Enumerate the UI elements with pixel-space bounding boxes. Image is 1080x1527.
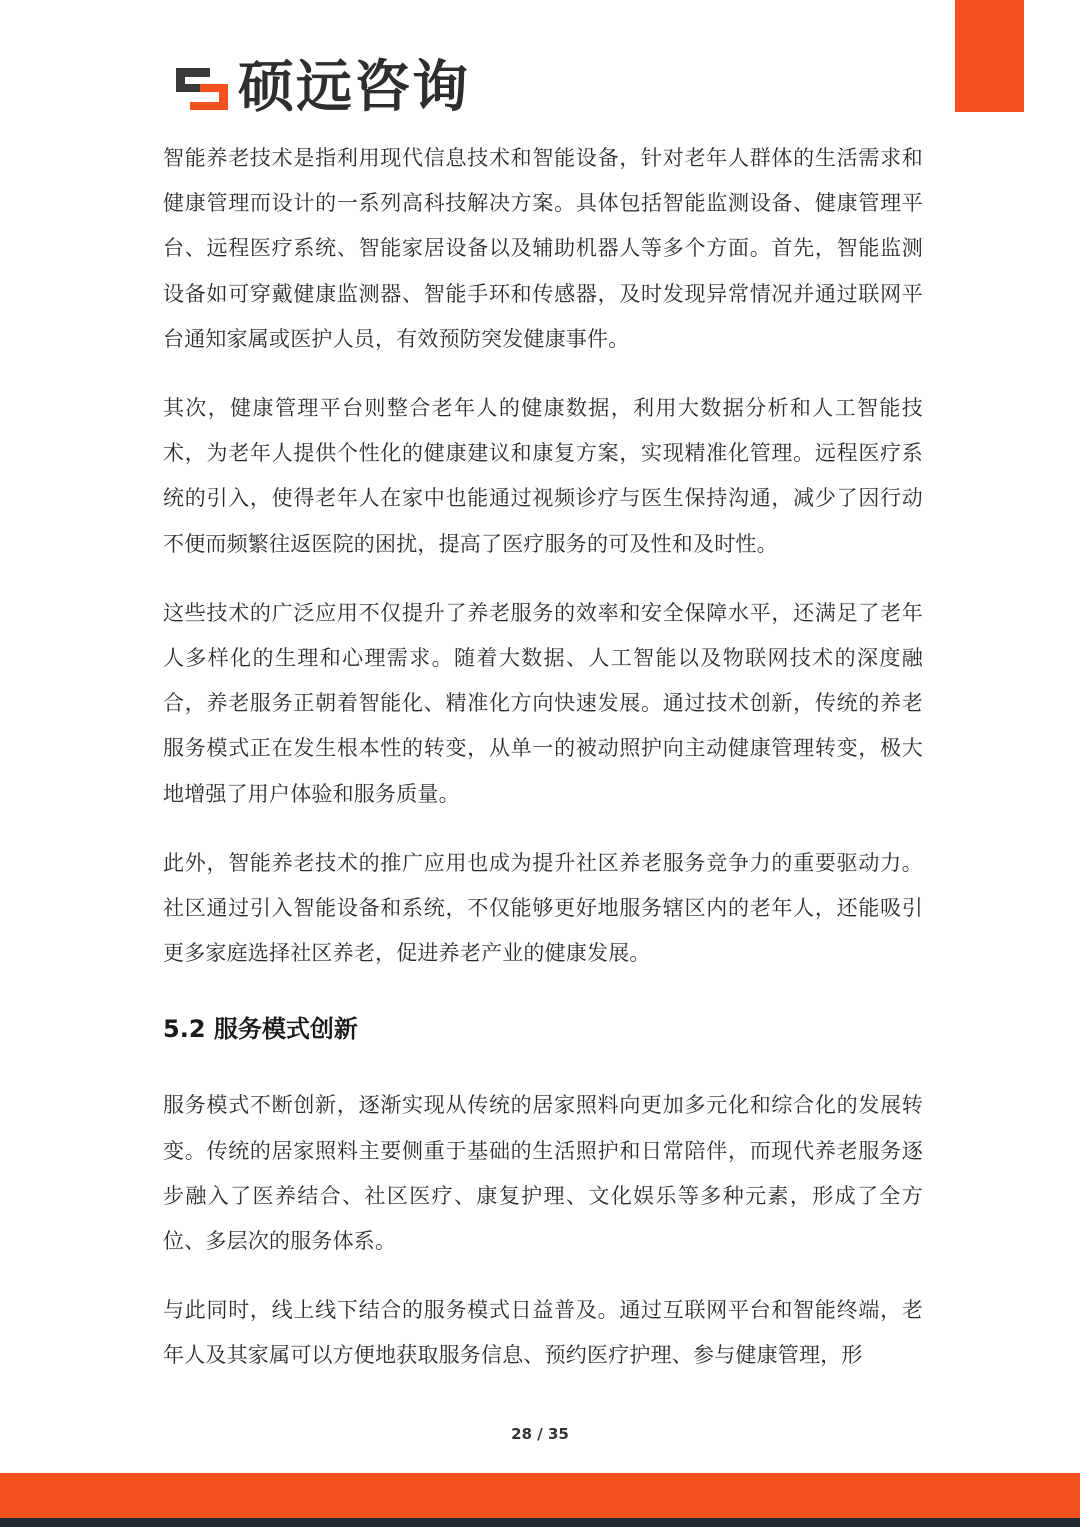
paragraph: 其次，健康管理平台则整合老年人的健康数据，利用大数据分析和人工智能技术，为老年人提供个性化的健康建议和康复方案，实现精准化管理。远程医疗系统的引入，使得老年人在家中也能通过视频诊疗与医生保持沟通，减少了因行动不便而频繁往返医院的困扰，提高了医疗服务的可及性和及时性。	[163, 396, 923, 556]
paragraph: 服务模式不断创新，逐渐实现从传统的居家照料向更加多元化和综合化的发展转变。传统的居家照料主要侧重于基础的生活照护和日常陪伴，而现代养老服务逐步融入了医养结合、社区医疗、康复护理、文化娱乐等多种元素，形成了全方位、多层次的服务体系。	[163, 1093, 923, 1254]
footer-dark-strip	[0, 1518, 1080, 1527]
paragraph: 与此同时，线上线下结合的服务模式日益普及。通过互联网平台和智能终端，老年人及其家属可以方便地获取服务信息、预约医疗护理、参与健康管理，形	[163, 1298, 923, 1368]
brand-mark-icon	[176, 62, 228, 114]
footer-accent-bar	[0, 1473, 1080, 1518]
paragraph: 这些技术的广泛应用不仅提升了养老服务的效率和安全保障水平，还满足了老年人多样化的生理和心理需求。随着大数据、人工智能以及物联网技术的深度融合，养老服务正朝着智能化、精准化方向快速发展。通过技术创新，传统的养老服务模式正在发生根本性的转变，从单一的被动照护向主动健康管理转变，极大地增强了用户体验和服务质量。	[163, 600, 923, 806]
section-heading: 5.2 服务模式创新	[163, 1015, 358, 1044]
paragraph: 智能养老技术是指利用现代信息技术和智能设备，针对老年人群体的生活需求和健康管理而设计的一系列高科技解决方案。具体包括智能监测设备、健康管理平台、远程医疗系统、智能家居设备以及辅助机器人等多个方面。首先，智能监测设备如可穿戴健康监测器、智能手环和传感器，及时发现异常情况并通过联网平台通知家属或医护人员，有效预防突发健康事件。	[163, 146, 923, 351]
brand-logo	[176, 55, 470, 120]
paragraph: 此外，智能养老技术的推广应用也成为提升社区养老服务竞争力的重要驱动力。社区通过引入智能设备和系统，不仅能够更好地服务辖区内的老年人，还能吸引更多家庭选择社区养老，促进养老产业的健康发展。	[163, 850, 923, 966]
page-content	[163, 136, 923, 1379]
brand-name: 硕远咨询	[238, 55, 470, 120]
corner-accent-tab	[955, 0, 1024, 112]
page-number: 28 / 35	[511, 1425, 569, 1443]
